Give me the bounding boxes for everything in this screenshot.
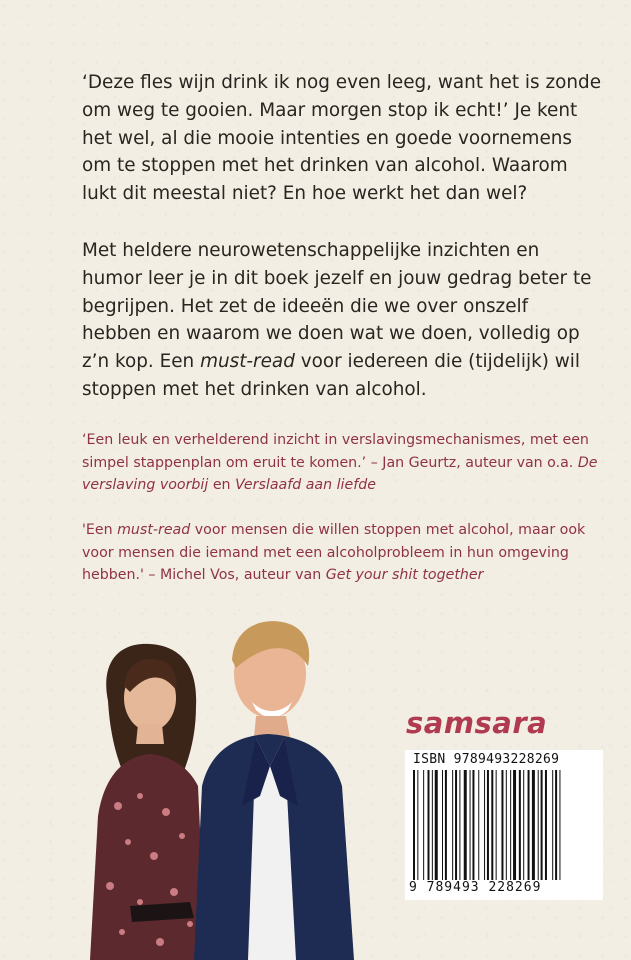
- isbn-barcode: [405, 750, 603, 900]
- barcode-bar: [452, 770, 453, 880]
- barcode-bar: [423, 770, 424, 880]
- barcode-bar: [506, 770, 507, 880]
- endorsement-quote-1: [82, 429, 602, 497]
- quote-text: 'Een: [82, 522, 118, 538]
- barcode-bar: [442, 770, 443, 880]
- blurb-paragraph-1: ‘Deze fles wijn drink ik nog even leeg, want het is zonde om weg te gooien. Maar morgen stop ik echt!’ Je kent het wel, al die mooie intenties en goede voornemens om te stoppen met het drinken van alcohol. Waarom lukt dit meestal niet? En hoe werkt het dan wel?: [82, 72, 602, 205]
- author-photo-woman: [90, 644, 206, 960]
- barcode-bar: [417, 770, 418, 880]
- barcode-bar: [496, 770, 497, 880]
- isbn-label: ISBN 9789493228269: [413, 752, 560, 767]
- barcode-bar: [470, 770, 471, 880]
- barcode-bar: [513, 770, 516, 880]
- endorsement-quote-2: [82, 519, 602, 587]
- barcode-bar: [413, 770, 415, 880]
- barcode-bar: [428, 770, 430, 880]
- barcode-bar: [455, 770, 457, 880]
- blurb-text: Met heldere neurowetenschappelijke inzichten en humor leer je in dit boek jezelf en jouw gedrag beter te begrijpen. Het zet de ideeën die we over onszelf hebben en waarom we doen wat we doen, volledig op z’n kop. Een: [82, 240, 592, 373]
- barcode-bar: [459, 770, 460, 880]
- barcode-bar: [519, 770, 521, 880]
- barcode-bar: [523, 770, 524, 880]
- barcode-bar: [472, 770, 474, 880]
- quote-emphasis: must-read: [117, 522, 191, 538]
- barcode-bar: [541, 770, 543, 880]
- barcode-bar: [484, 770, 485, 880]
- barcode-bar: [532, 770, 535, 880]
- barcode-bar: [445, 770, 447, 880]
- barcode-number: 9 789493 228269: [409, 880, 542, 895]
- barcode-bar: [487, 770, 489, 880]
- barcode-bar: [559, 770, 560, 880]
- blurb-paragraph-2: [82, 237, 602, 404]
- book-title: Verslaafd aan liefde: [235, 477, 376, 493]
- barcode-bar: [478, 770, 479, 880]
- blurb-emphasis: must-read: [200, 351, 295, 373]
- author-photo-man: [194, 621, 354, 960]
- barcode-bar: [510, 770, 511, 880]
- barcode-bar: [501, 770, 503, 880]
- barcode-bar: [538, 770, 539, 880]
- book-title: De verslaving voorbij: [82, 454, 598, 493]
- author-photo: [70, 606, 370, 960]
- barcode-bar: [555, 770, 557, 880]
- blurb-text: voor iedereen die (tijdelijk) wil stoppen met het drinken van alcohol.: [82, 351, 581, 400]
- barcode-bars: [413, 770, 597, 880]
- quote-text: ‘Een leuk en verhelderend inzicht in verslavingsmechanismes, met een simpel stappenplan om eruit te komen.’ – Jan Geurtz, auteur van o.a.: [82, 432, 589, 471]
- barcode-bar: [464, 770, 467, 880]
- barcode-bar: [552, 770, 553, 880]
- barcode-bar: [435, 770, 438, 880]
- barcode-bar: [545, 770, 547, 880]
- barcode-bar: [528, 770, 530, 880]
- barcode-bar: [432, 770, 433, 880]
- publisher-logo: samsara: [406, 706, 548, 740]
- quote-text: voor mensen die willen stoppen met alcohol, maar ook voor mensen die iemand met een alcoholprobleem in hun omgeving hebben.' – Michel Vos, auteur van: [82, 522, 586, 583]
- quote-text: en: [208, 477, 236, 493]
- book-title: Get your shit together: [325, 567, 484, 583]
- barcode-bar: [491, 770, 493, 880]
